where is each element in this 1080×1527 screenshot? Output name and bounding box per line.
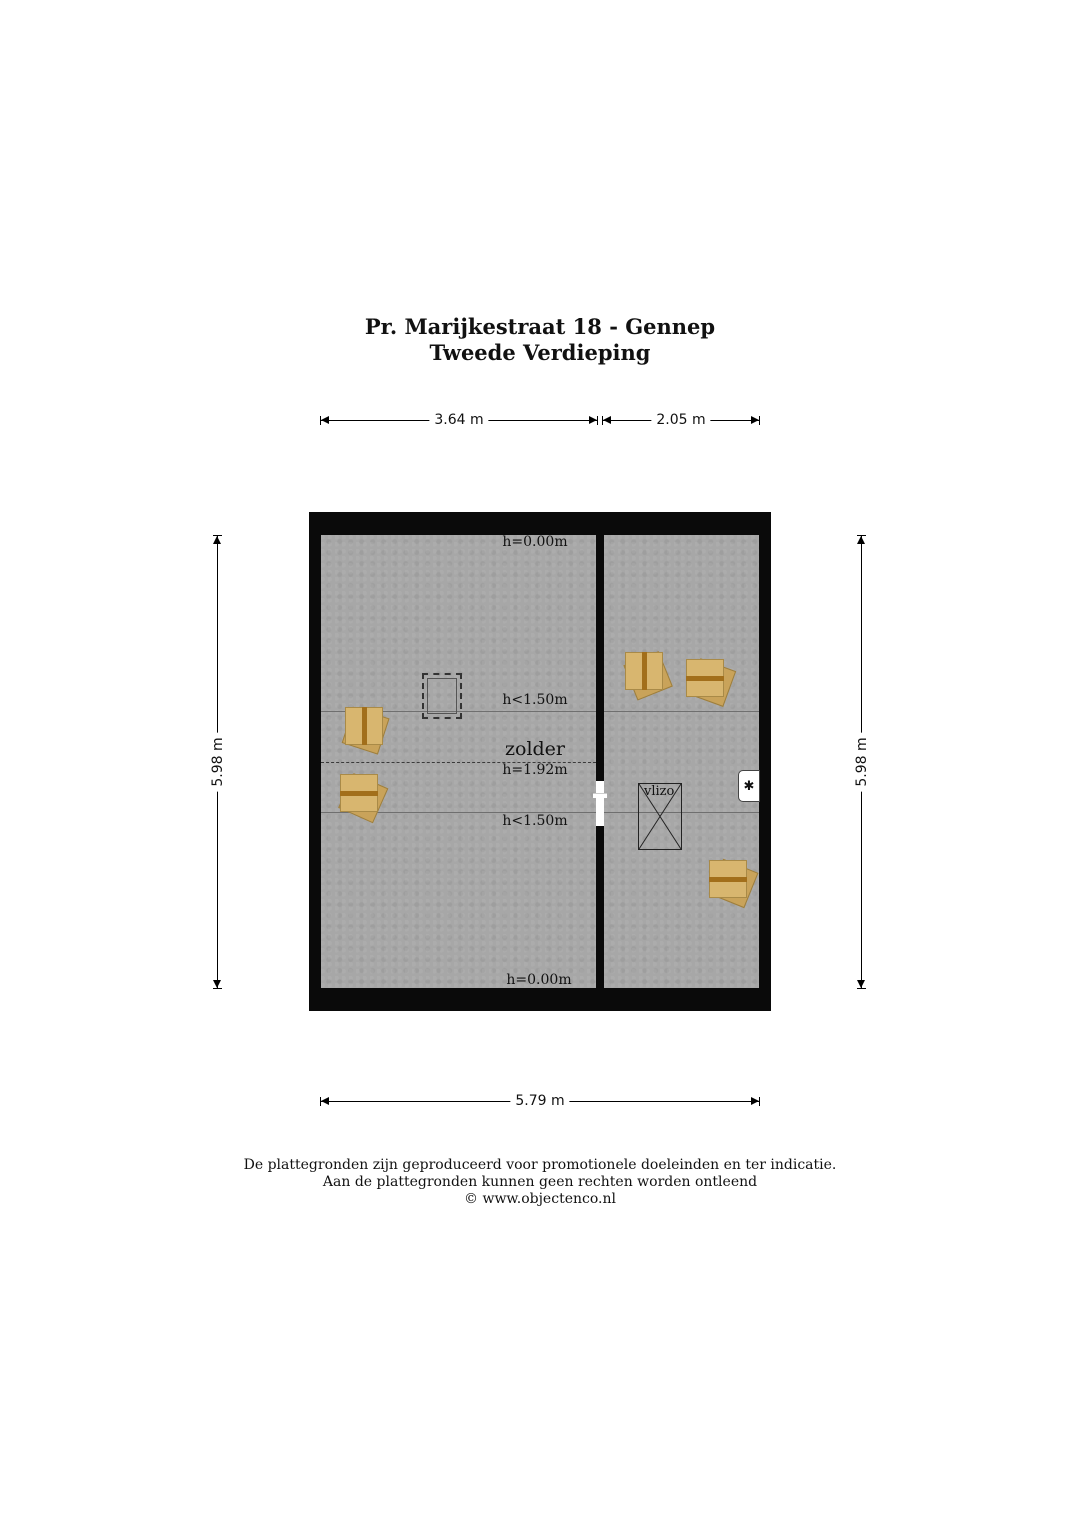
- dimension-label: 5.79 m: [510, 1093, 569, 1109]
- boiler-icon: ✱: [738, 770, 760, 802]
- room-name: zolder: [504, 738, 566, 760]
- moving-box: [340, 774, 378, 812]
- room-zolder-left: [321, 535, 596, 988]
- room-zolder-right: [604, 535, 759, 988]
- copyright: © www.objectenco.nl: [464, 1191, 616, 1207]
- dimension-label: 5.98 m: [210, 732, 226, 791]
- height-label-lower: h<1.50m: [502, 813, 568, 829]
- vlizo-stair: [638, 783, 682, 850]
- moving-box: [625, 652, 663, 690]
- dimension-bottom: [320, 1095, 760, 1109]
- moving-box: [345, 707, 383, 745]
- disclaimer-line-1: De plattegronden zijn geproduceerd voor promotionele doeleinden en ter indicatie.: [243, 1157, 837, 1173]
- dimension-right: [855, 535, 869, 989]
- floor-plan: [309, 512, 771, 1011]
- dimension-left: [211, 535, 225, 989]
- height-label-bottom: h=0.00m: [506, 972, 572, 988]
- roof-hatch: [422, 673, 462, 719]
- dimension-label: 5.98 m: [854, 732, 870, 791]
- disclaimer-line-2: Aan de plattegronden kunnen geen rechten worden ontleend: [322, 1174, 758, 1190]
- dimension-top-right: [602, 414, 760, 428]
- dimension-top-left: [320, 414, 598, 428]
- height-label-upper: h<1.50m: [502, 692, 568, 708]
- dimension-label: 3.64 m: [429, 412, 488, 428]
- floor-title: Tweede Verdieping: [429, 340, 651, 365]
- plan-title: Pr. Marijkestraat 18 - Gennep: [364, 314, 716, 339]
- door-opening: [596, 781, 604, 826]
- height-label-top: h=0.00m: [502, 534, 568, 550]
- moving-box: [686, 659, 724, 697]
- moving-box: [709, 860, 747, 898]
- dimension-label: 2.05 m: [651, 412, 710, 428]
- height-line-upper: [604, 711, 759, 712]
- vlizo-label: vlizo: [644, 784, 675, 799]
- height-label-ridge: h=1.92m: [502, 762, 568, 778]
